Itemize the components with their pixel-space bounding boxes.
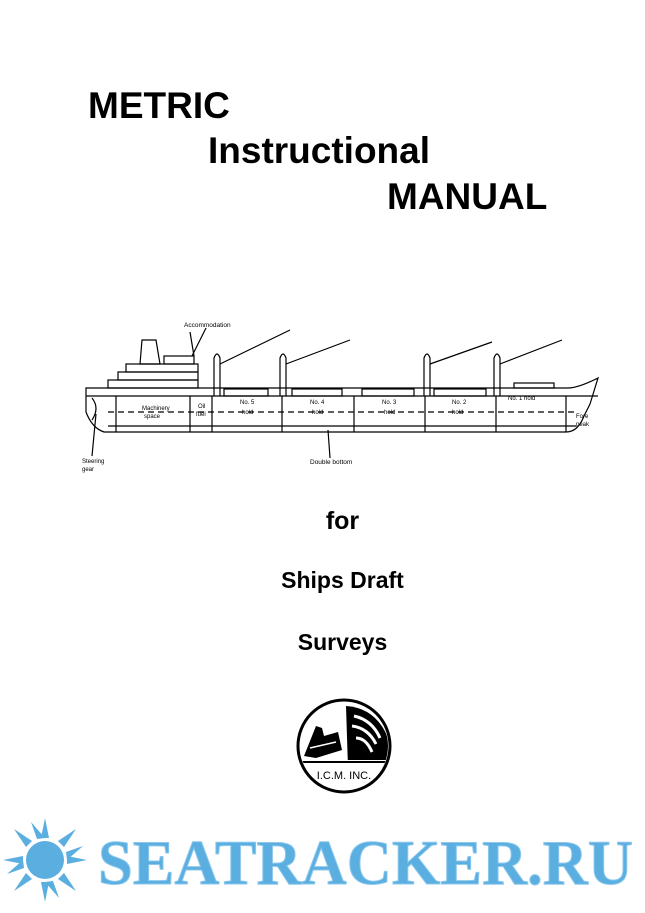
title-line-manual: MANUAL bbox=[387, 176, 548, 217]
ship-cross-section-diagram bbox=[78, 316, 608, 476]
label-hold-5: hold bbox=[242, 410, 254, 416]
label-oil: Oil bbox=[198, 404, 206, 410]
title-line-metric: METRIC bbox=[88, 85, 230, 126]
label-machinery: Machinery bbox=[142, 406, 170, 412]
mast-4 bbox=[494, 354, 500, 396]
title-line-instructional: Instructional bbox=[208, 130, 431, 171]
label-gear: gear bbox=[82, 467, 95, 473]
watermark-text: SEATRACKER.RU bbox=[98, 827, 633, 898]
label-hold-2: hold bbox=[452, 410, 464, 416]
label-accommodation: Accommodation bbox=[184, 322, 231, 329]
label-no5: No. 5 bbox=[240, 400, 255, 406]
label-hold-3: hold bbox=[384, 410, 396, 416]
label-hold-4: hold bbox=[312, 410, 324, 416]
subtitle-for: for bbox=[325, 507, 360, 535]
seatracker-watermark bbox=[0, 812, 645, 913]
label-no3: No. 3 bbox=[382, 400, 397, 406]
label-steering: Steering bbox=[82, 459, 105, 465]
label-machinery-space: space bbox=[144, 414, 161, 420]
ship-hull bbox=[86, 378, 598, 432]
mast-1 bbox=[214, 354, 220, 396]
accommodation-block bbox=[108, 380, 198, 388]
label-fore: Fore bbox=[576, 414, 589, 420]
sun-icon bbox=[3, 818, 87, 902]
label-no2: No. 2 bbox=[452, 400, 467, 406]
label-no1-hold: No. 1 hold bbox=[508, 396, 536, 402]
subtitle-ships-draft: Ships Draft bbox=[281, 567, 404, 593]
label-no4: No. 4 bbox=[310, 400, 325, 406]
funnel bbox=[140, 340, 160, 364]
subtitle-surveys: Surveys bbox=[297, 629, 388, 655]
icm-logo-icon bbox=[296, 698, 392, 794]
label-double-bottom: Double bottom bbox=[310, 459, 353, 466]
mast-3 bbox=[424, 354, 430, 396]
logo-text: I.C.M. INC. bbox=[316, 770, 372, 782]
label-peak: peak bbox=[576, 422, 590, 428]
label-fuel: fuel bbox=[196, 412, 206, 418]
mast-2 bbox=[280, 354, 286, 396]
